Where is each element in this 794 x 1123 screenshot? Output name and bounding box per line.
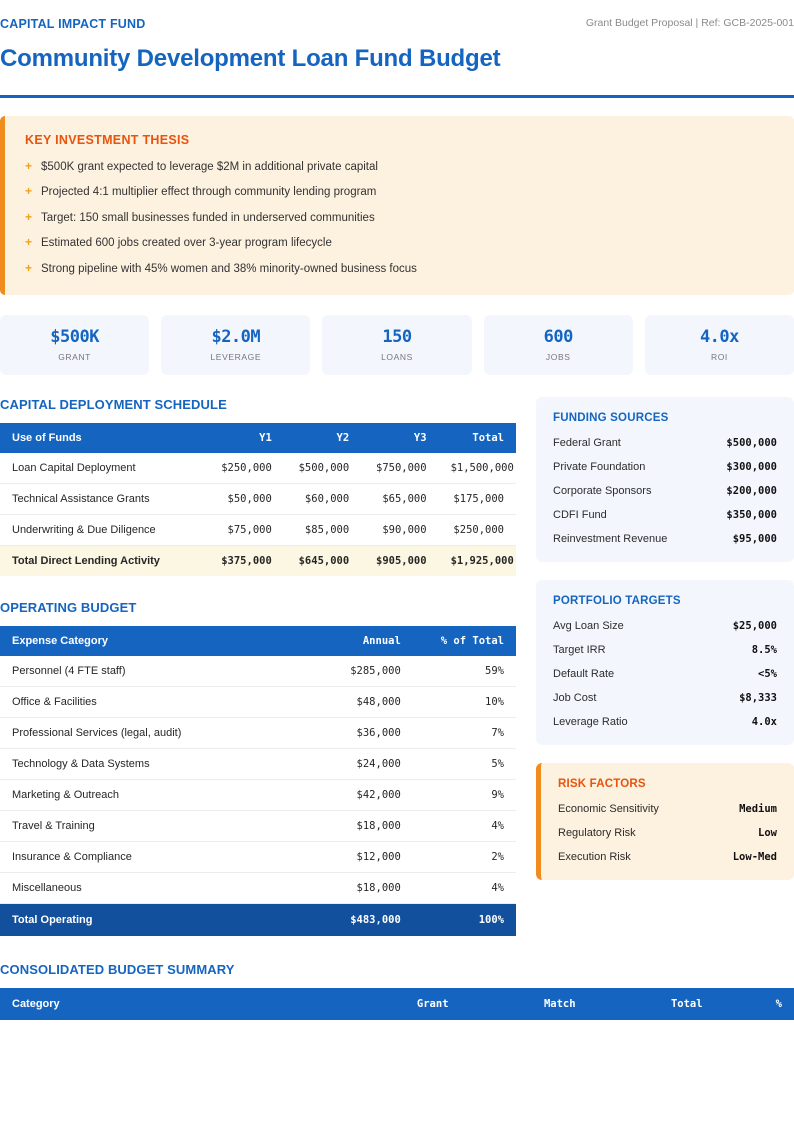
- row-label: Federal Grant: [553, 436, 621, 449]
- cell-y3: $750,000: [361, 453, 438, 484]
- table-row: [0, 656, 516, 687]
- thesis-item-text: Target: 150 small businesses funded in underserved communities: [41, 211, 375, 224]
- row-value: $95,000: [732, 532, 777, 545]
- column-header-pct-of-total: % of Total: [413, 626, 516, 656]
- table-row: [0, 872, 516, 903]
- cell-label: Marketing & Outreach: [0, 779, 289, 810]
- column-header-pct: %: [715, 988, 794, 1020]
- kpi-value: 150: [382, 327, 412, 348]
- plus-icon: +: [25, 209, 33, 224]
- row-value: 4.0x: [751, 715, 777, 728]
- plus-icon: +: [25, 184, 33, 199]
- kpi-value: 600: [543, 327, 573, 348]
- kpi-label: LEVERAGE: [210, 352, 262, 363]
- row-label: Corporate Sponsors: [553, 484, 652, 497]
- cell-pct: 7%: [413, 717, 516, 748]
- status-badge: Medium: [739, 802, 777, 815]
- thesis-title: KEY INVESTMENT THESIS: [25, 133, 190, 147]
- column-header-use-of-funds: Use of Funds: [0, 423, 206, 453]
- row-value: $350,000: [726, 508, 777, 521]
- list-item: [558, 851, 777, 863]
- cell-y2: $500,000: [284, 453, 361, 484]
- cell-pct: 5%: [413, 748, 516, 779]
- row-value: $300,000: [726, 460, 777, 473]
- list-item: [553, 461, 777, 473]
- cell-annual: $42,000: [289, 779, 413, 810]
- plus-icon: +: [25, 159, 33, 173]
- row-value: $8,333: [739, 691, 777, 704]
- kpi-card-row: [0, 315, 794, 375]
- row-label: Leverage Ratio: [553, 715, 628, 728]
- capital-deployment-table: [0, 423, 516, 576]
- left-column: [0, 397, 516, 936]
- cell-pct: 59%: [413, 656, 516, 687]
- cell-y2: $645,000: [284, 545, 361, 576]
- column-header-y3: Y3: [361, 423, 438, 453]
- kpi-label: LOANS: [381, 352, 413, 363]
- row-label: Reinvestment Revenue: [553, 532, 668, 545]
- cell-pct: 9%: [413, 779, 516, 810]
- cell-pct: 100%: [413, 903, 516, 936]
- kpi-value: 4.0x: [699, 327, 739, 348]
- cell-y1: $375,000: [206, 545, 283, 576]
- table-header-row: [0, 988, 794, 1020]
- status-badge: Low: [758, 826, 777, 839]
- cell-y1: $50,000: [206, 483, 283, 514]
- cell-pct: 4%: [413, 872, 516, 903]
- row-label: Target IRR: [553, 643, 606, 656]
- panel-title: RISK FACTORS: [558, 777, 646, 790]
- cell-label: Professional Services (legal, audit): [0, 717, 289, 748]
- list-item: [553, 485, 777, 497]
- list-item: [558, 827, 777, 839]
- row-value: $25,000: [732, 619, 777, 632]
- column-header-y1: Y1: [206, 423, 283, 453]
- consolidated-summary-table: [0, 988, 794, 1020]
- table-row: [0, 841, 516, 872]
- kpi-value: $2.0M: [211, 327, 261, 348]
- cell-annual: $24,000: [289, 748, 413, 779]
- page-title: Community Development Loan Fund Budget: [0, 45, 501, 72]
- document-reference: Grant Budget Proposal | Ref: GCB-2025-001: [585, 17, 794, 29]
- cell-label: Office & Facilities: [0, 686, 289, 717]
- section-title-summary: CONSOLIDATED BUDGET SUMMARY: [0, 961, 235, 977]
- cell-y3: $90,000: [361, 514, 438, 545]
- panel-title: PORTFOLIO TARGETS: [553, 594, 681, 607]
- thesis-item-text: Estimated 600 jobs created over 3-year program lifecycle: [41, 237, 332, 250]
- cell-annual: $12,000: [289, 841, 413, 872]
- row-label: Execution Risk: [558, 850, 631, 863]
- column-header-total: Total: [588, 988, 715, 1020]
- list-item: [553, 644, 777, 656]
- table-header-row: [0, 626, 516, 656]
- kpi-label: JOBS: [545, 352, 571, 363]
- cell-y3: $65,000: [361, 483, 438, 514]
- list-item: [25, 236, 774, 250]
- table-row: [0, 748, 516, 779]
- cell-label: Travel & Training: [0, 810, 289, 841]
- table-total-row: [0, 903, 516, 936]
- column-header-grant: Grant: [333, 988, 460, 1020]
- row-value: $200,000: [726, 484, 777, 497]
- column-header-expense-category: Expense Category: [0, 626, 289, 656]
- list-item: [553, 692, 777, 704]
- cell-annual: $285,000: [289, 656, 413, 687]
- cell-y2: $85,000: [284, 514, 361, 545]
- kpi-card-leverage: [161, 315, 310, 375]
- cell-label: Insurance & Compliance: [0, 841, 289, 872]
- status-badge: Low-Med: [732, 850, 777, 863]
- column-header-total: Total: [439, 423, 516, 453]
- table-total-row: [0, 545, 516, 576]
- key-investment-thesis-callout: [0, 116, 794, 295]
- cell-total: $175,000: [439, 483, 516, 514]
- kpi-card-grant: [0, 315, 149, 375]
- cell-annual: $18,000: [289, 810, 413, 841]
- cell-y2: $60,000: [284, 483, 361, 514]
- list-item: [553, 509, 777, 521]
- row-label: Private Foundation: [553, 460, 646, 473]
- cell-annual: $18,000: [289, 872, 413, 903]
- document-header: [0, 0, 794, 31]
- plus-icon: +: [25, 260, 33, 275]
- kpi-card-roi: [645, 315, 794, 375]
- cell-label: Loan Capital Deployment: [0, 453, 206, 484]
- cell-pct: 10%: [413, 686, 516, 717]
- cell-annual: $48,000: [289, 686, 413, 717]
- list-item: [553, 620, 777, 632]
- cell-annual: $483,000: [289, 903, 413, 936]
- brand-name: CAPITAL IMPACT FUND: [0, 17, 146, 31]
- list-item: [553, 437, 777, 449]
- cell-label: Miscellaneous: [0, 872, 289, 903]
- list-item: [558, 803, 777, 815]
- row-label: Regulatory Risk: [558, 826, 636, 839]
- portfolio-targets-panel: [536, 580, 794, 745]
- cell-label: Personnel (4 FTE staff): [0, 656, 289, 687]
- row-label: Default Rate: [553, 667, 615, 680]
- row-value: 8.5%: [751, 643, 777, 656]
- row-label: CDFI Fund: [553, 508, 607, 521]
- kpi-card-jobs: [484, 315, 633, 375]
- plus-icon: +: [25, 235, 33, 250]
- consolidated-summary-section: [0, 962, 794, 1020]
- kpi-label: ROI: [710, 352, 728, 363]
- kpi-value: $500K: [50, 327, 99, 348]
- cell-label: Technology & Data Systems: [0, 748, 289, 779]
- column-header-y2: Y2: [284, 423, 361, 453]
- right-column: [536, 397, 794, 880]
- kpi-card-loans: [322, 315, 471, 375]
- thesis-item-text: Projected 4:1 multiplier effect through community lending program: [41, 186, 377, 199]
- row-value: $500,000: [726, 436, 777, 449]
- section-title-operating: OPERATING BUDGET: [0, 599, 137, 615]
- list-item: [553, 533, 777, 545]
- cell-y3: $905,000: [361, 545, 438, 576]
- section-title-deployment: CAPITAL DEPLOYMENT SCHEDULE: [0, 396, 227, 412]
- panel-title: FUNDING SOURCES: [553, 411, 669, 424]
- list-item: [25, 211, 774, 225]
- table-row: [0, 686, 516, 717]
- cell-label: Total Operating: [0, 903, 289, 936]
- risk-factors-panel: [536, 763, 794, 880]
- header-divider: [0, 95, 794, 98]
- kpi-label: GRANT: [58, 352, 91, 363]
- body-columns: [0, 397, 794, 936]
- list-item: [25, 160, 774, 174]
- row-value: <5%: [758, 667, 777, 680]
- table-row: [0, 779, 516, 810]
- table-row: [0, 717, 516, 748]
- table-row: [0, 810, 516, 841]
- row-label: Avg Loan Size: [553, 619, 624, 632]
- operating-budget-table: [0, 626, 516, 936]
- cell-label: Technical Assistance Grants: [0, 483, 206, 514]
- column-header-match: Match: [461, 988, 588, 1020]
- cell-pct: 4%: [413, 810, 516, 841]
- cell-annual: $36,000: [289, 717, 413, 748]
- cell-total: $1,925,000: [439, 545, 516, 576]
- column-header-annual: Annual: [289, 626, 413, 656]
- row-label: Job Cost: [553, 691, 597, 704]
- cell-total: $1,500,000: [439, 453, 516, 484]
- cell-y1: $250,000: [206, 453, 283, 484]
- cell-label: Underwriting & Due Diligence: [0, 514, 206, 545]
- table-row: [0, 514, 516, 545]
- funding-sources-panel: [536, 397, 794, 562]
- cell-pct: 2%: [413, 841, 516, 872]
- cell-total: $250,000: [439, 514, 516, 545]
- table-header-row: [0, 423, 516, 453]
- thesis-item-text: $500K grant expected to leverage $2M in additional private capital: [41, 161, 378, 173]
- table-row: [0, 453, 516, 484]
- thesis-list: [25, 160, 774, 276]
- cell-label: Total Direct Lending Activity: [0, 545, 206, 576]
- thesis-item-text: Strong pipeline with 45% women and 38% minority-owned business focus: [41, 262, 417, 275]
- column-header-category: Category: [0, 988, 333, 1020]
- cell-y1: $75,000: [206, 514, 283, 545]
- list-item: [25, 185, 774, 199]
- list-item: [553, 668, 777, 680]
- row-label: Economic Sensitivity: [558, 802, 659, 815]
- list-item: [553, 716, 777, 728]
- list-item: [25, 262, 774, 276]
- table-row: [0, 483, 516, 514]
